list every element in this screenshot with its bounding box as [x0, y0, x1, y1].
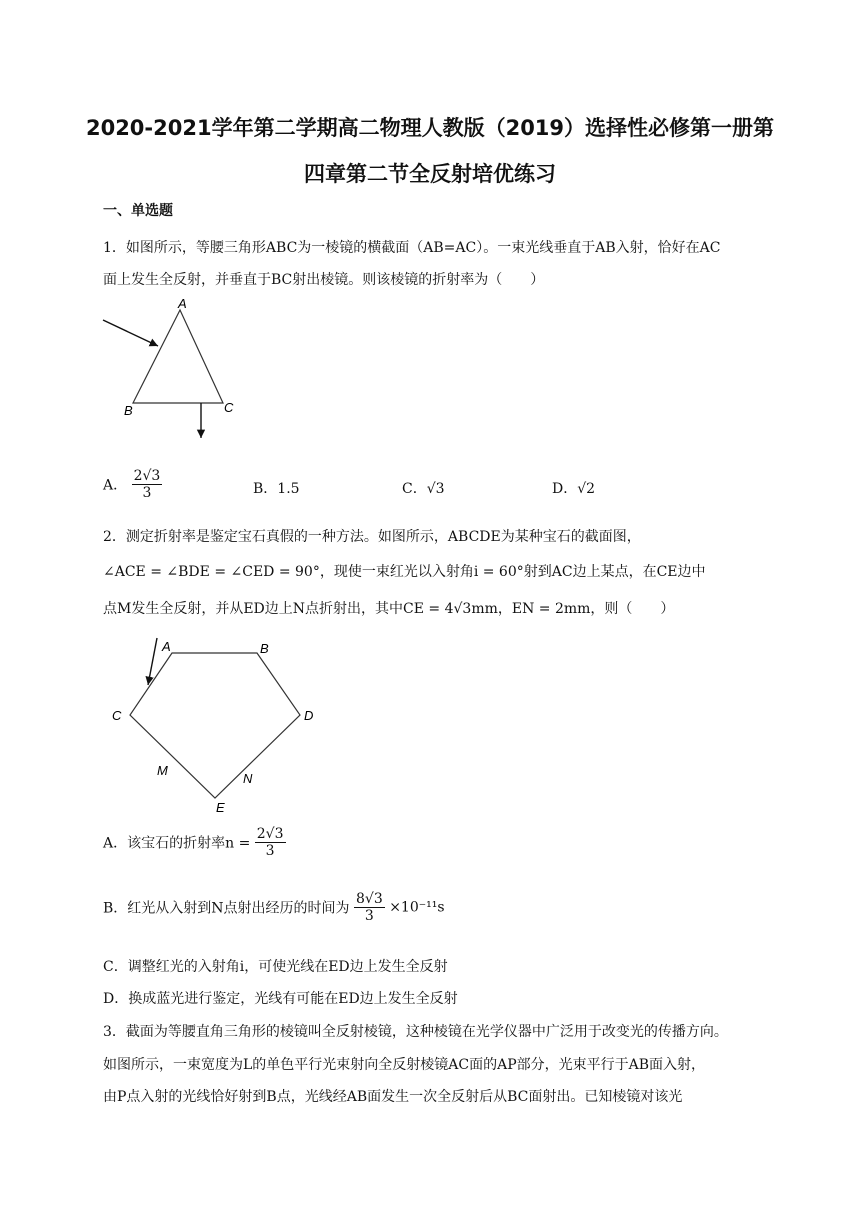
q3-text-line-1: 3．截面为等腰直角三角形的棱镜叫全反射棱镜，这种棱镜在光学仪器中广泛用于改变光的传播方向。 [103, 1024, 728, 1040]
section-heading: 一、单选题 [103, 203, 173, 219]
q1-label-a: A [178, 296, 187, 311]
document-title-line-2: 四章第二节全反射培优练习 [304, 162, 556, 186]
q1-option-a[interactable] [103, 468, 162, 501]
q2-option-b[interactable]: B．红光从入射到N点射出经历的时间为 $\frac{8√3}{3}$ ×10⁻¹¹s [103, 891, 445, 924]
q1-option-b[interactable]: B．1.5 [253, 481, 300, 497]
q2-pentagon-abcde [130, 653, 300, 798]
q1-option-a-label: A． [103, 477, 128, 494]
q1-option-c[interactable]: C．√3 [402, 481, 445, 497]
svg-text:D: D [304, 708, 314, 723]
q2-option-d[interactable]: D．换成蓝光进行鉴定，光线有可能在ED边上发生全反射 [103, 991, 458, 1007]
q1-label-c: C [224, 400, 234, 415]
q1-text-line-1: 1．如图所示，等腰三角形ABC为一棱镜的横截面（AB=AC）。一束光线垂直于AB入射，恰好在AC [103, 240, 721, 256]
q1-triangle-abc [133, 310, 223, 403]
q3-text-line-2: 如图所示，一束宽度为L的单色平行光束射向全反射棱镜AC面的AP部分，光束平行于AB面入射， [103, 1057, 706, 1073]
q1-text-line-2: 面上发生全反射，并垂直于BC射出棱镜。则该棱镜的折射率为（ ） [103, 272, 545, 288]
q2-option-a[interactable]: A．该宝石的折射率n = $\frac{2√3}{3}$ [103, 826, 284, 859]
q2-text-line-3: 点M发生全反射，并从ED边上N点折射出，其中CE = 4√3mm，EN = 2mm，则（ ） [103, 601, 675, 617]
svg-text:A: A [162, 639, 171, 654]
q1-incident-ray [103, 320, 158, 346]
document-title-line-1: 2020-2021学年第二学期高二物理人教版（2019）选择性必修第一册第 [85, 116, 775, 140]
q1-option-a-fraction: $\frac{2√3}{3}$ [133, 468, 161, 501]
q1-label-b: B [124, 403, 133, 418]
svg-text:B: B [260, 641, 269, 656]
q2-text-line-2: ∠ACE = ∠BDE = ∠CED = 90°，现使一束红光以入射角i = 60°射到AC边上某点，在CE边中 [103, 564, 706, 580]
q2-text-line-1: 2．测定折射率是鉴定宝石真假的一种方法。如图所示，ABCDE为某种宝石的截面图， [103, 529, 641, 545]
svg-text:E: E [216, 800, 225, 815]
svg-text:C: C [112, 708, 122, 723]
svg-text:M: M [157, 763, 168, 778]
q2-option-c[interactable]: C．调整红光的入射角i，可使光线在ED边上发生全反射 [103, 959, 448, 975]
q1-triangle-figure [100, 296, 250, 452]
q1-option-d[interactable]: D．√2 [552, 481, 596, 497]
svg-text:N: N [243, 771, 253, 786]
q2-pentagon-figure [105, 635, 335, 815]
q3-text-line-3: 由P点入射的光线恰好射到B点，光线经AB面发生一次全反射后从BC面射出。已知棱镜对该光 [103, 1089, 683, 1105]
